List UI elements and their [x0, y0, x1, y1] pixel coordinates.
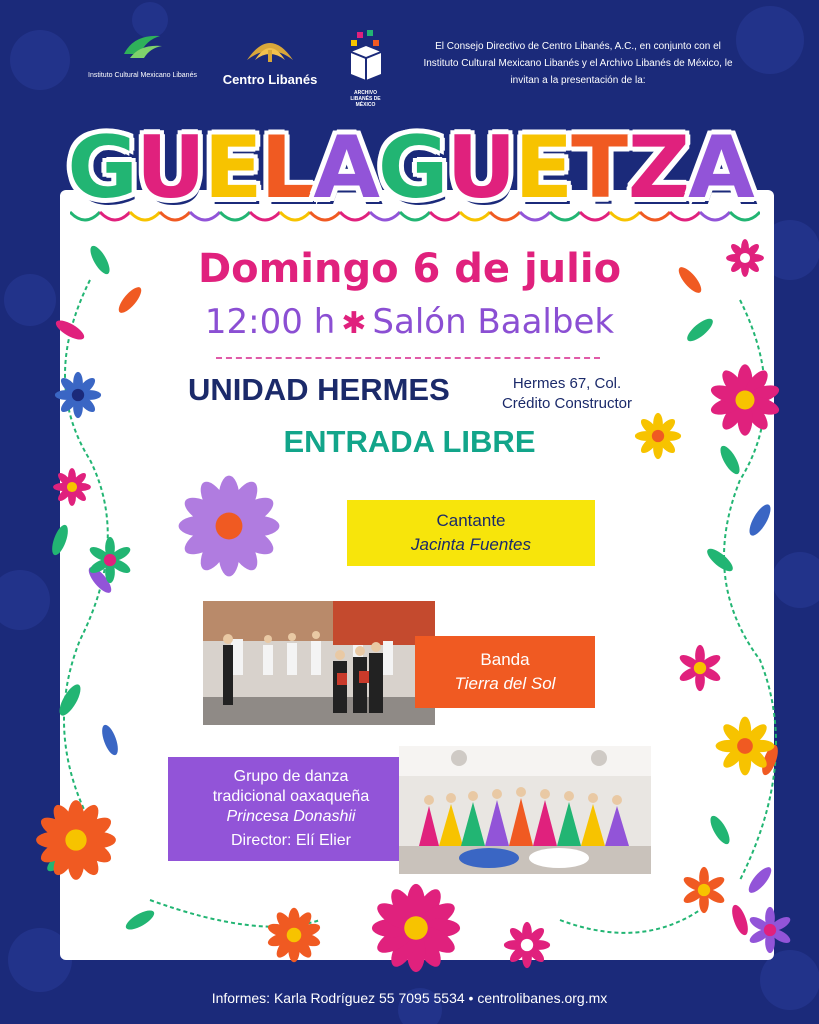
flower-bullet-icon: ✱: [341, 306, 367, 341]
dashed-divider: [216, 357, 600, 359]
scallop-arc: [520, 212, 550, 220]
band-photo: [203, 601, 435, 725]
cl-logo-text: Centro Libanés: [222, 72, 318, 87]
title-letter: E: [514, 118, 572, 218]
singer-box: [347, 500, 595, 566]
scallop-arc: [550, 212, 580, 220]
singer-name: Jacinta Fuentes: [410, 535, 531, 554]
icm-logo-text: Instituto Cultural Mexicano Libanés: [88, 72, 197, 79]
scallop-arc: [340, 212, 370, 220]
scallop-arc: [700, 212, 730, 220]
footer-contact: Informes: Karla Rodríguez 55 7095 5534 • centrolibanes.org.mx: [211, 990, 608, 1006]
band-role: Banda: [480, 650, 530, 669]
event-date: Domingo 6 de julio: [197, 246, 622, 292]
scallop-arc: [580, 212, 610, 220]
logo-instituto-cultural: [70, 30, 215, 79]
dance-director: Director: Elí Elier: [230, 832, 352, 849]
title-letter: G: [377, 118, 447, 218]
band-box: [415, 636, 595, 708]
scallop-arc: [280, 212, 310, 220]
alm-logo-icon: [343, 30, 389, 82]
title-letter: A: [313, 118, 378, 218]
header: [0, 0, 819, 110]
event-title: [40, 118, 780, 218]
singer-role: Cantante: [436, 511, 506, 530]
scallop-arc: [460, 212, 490, 220]
title-letter: L: [260, 118, 314, 218]
dance-name: Princesa Donashii: [226, 808, 356, 825]
title-letter: Z: [627, 118, 689, 218]
cl-logo-icon: [243, 30, 297, 64]
scallop-arc: [190, 212, 220, 220]
scallop-arc: [610, 212, 640, 220]
scallop-arc: [430, 212, 460, 220]
admission-label: ENTRADA LIBRE: [283, 424, 536, 459]
logo-centro-libanes: [215, 30, 325, 87]
dance-photo: [399, 746, 651, 874]
logo-archivo-libanes: [333, 30, 398, 108]
scallop-arc: [370, 212, 400, 220]
scallop-arc: [130, 212, 160, 220]
title-letter: T: [571, 118, 628, 218]
alm-logo-text: ARCHIVO LIBANÉS DE MÉXICO: [350, 90, 381, 108]
dance-line-1: Grupo de danza: [233, 768, 349, 785]
scallop-arc: [70, 212, 100, 220]
title-letter: U: [135, 118, 204, 218]
title-letter: U: [446, 118, 515, 218]
scallop-arc: [310, 212, 340, 220]
scallop-arc: [400, 212, 430, 220]
event-address: Hermes 67, Col. Crédito Constructor: [501, 375, 633, 412]
scallop-arc: [220, 212, 250, 220]
scallop-arc: [250, 212, 280, 220]
dance-box: [168, 757, 414, 861]
title-letter: E: [203, 118, 261, 218]
scallop-arc: [100, 212, 130, 220]
scallop-arc: [490, 212, 520, 220]
event-time: 12:00 h: [204, 302, 336, 342]
icm-logo-icon: [120, 30, 166, 62]
event-time-place: [0, 302, 819, 342]
scallop-arc: [670, 212, 700, 220]
scallop-arc: [640, 212, 670, 220]
title-letter: A: [688, 118, 753, 218]
invitation-text: El Consejo Directivo de Centro Libanés, A.C., en conjunto con el Instituto Cultural Mexicano Libanés y el Archivo Libanés de México, le invitan a la presentación de la:: [423, 41, 733, 86]
scallop-arc: [160, 212, 190, 220]
event-place: Salón Baalbek: [372, 302, 615, 342]
scallop-divider: [70, 206, 760, 230]
title-letter: G: [67, 118, 136, 218]
dance-line-2: tradicional oaxaqueña: [212, 788, 370, 805]
scallop-arc: [730, 212, 760, 220]
event-venue: UNIDAD HERMES: [188, 372, 450, 407]
band-name: Tierra del Sol: [454, 674, 556, 693]
